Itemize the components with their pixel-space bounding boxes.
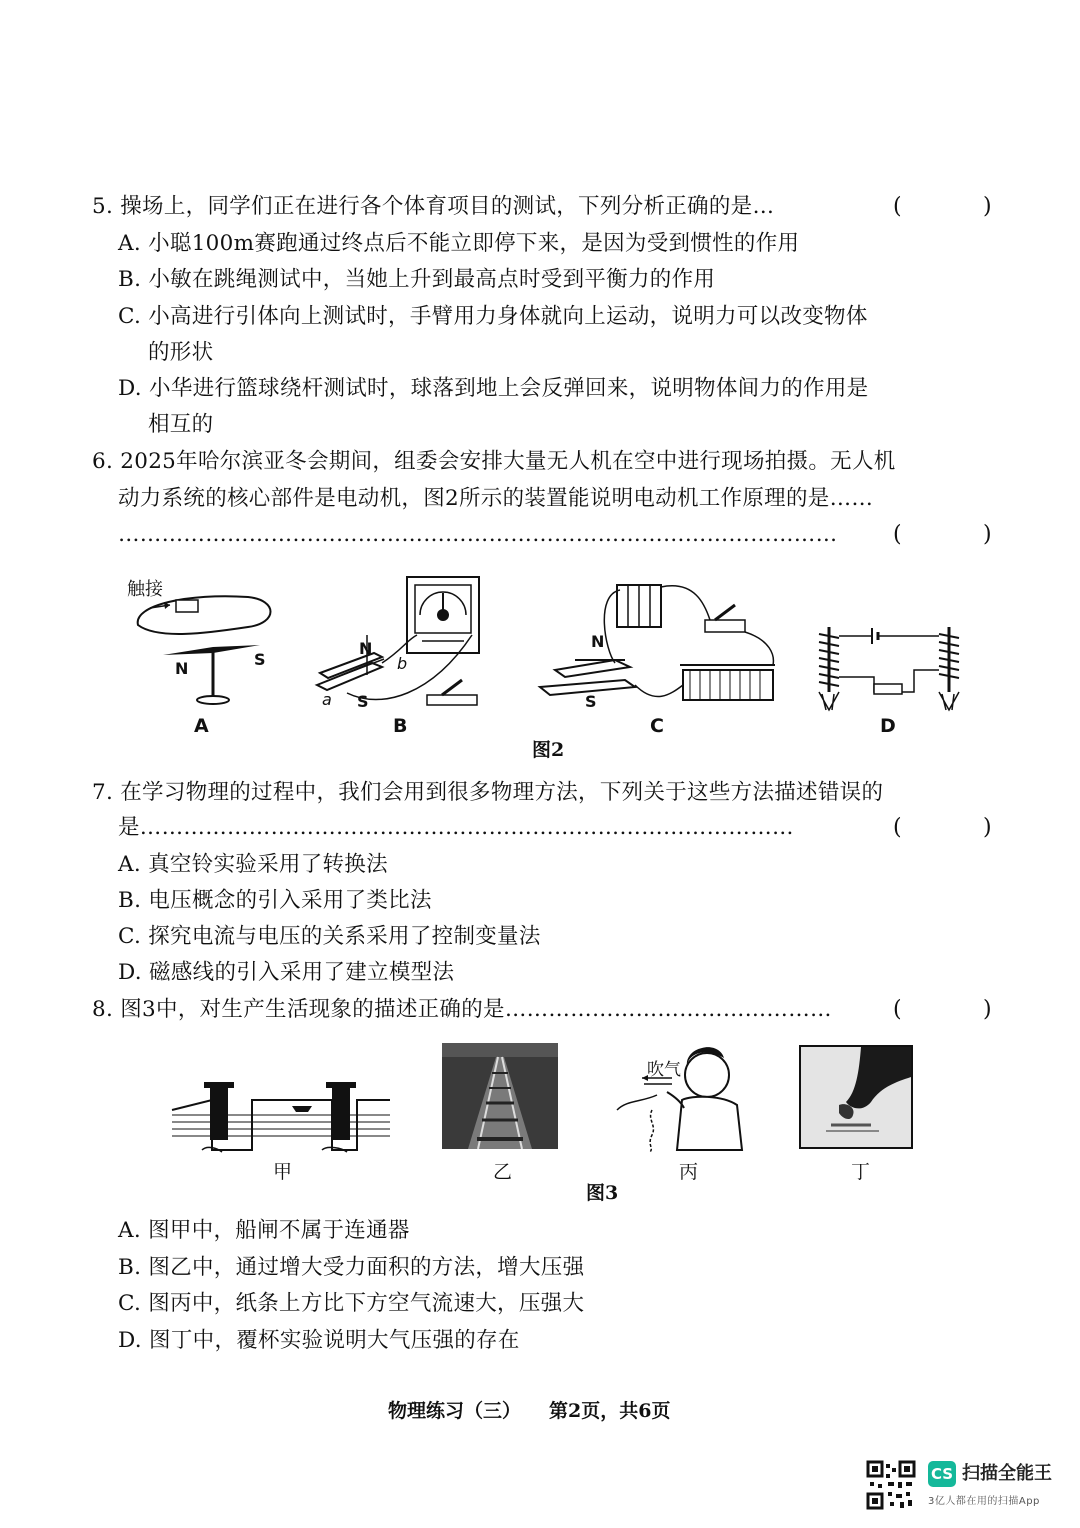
fig2-b-wire-b: b bbox=[397, 654, 408, 673]
scanner-app-tagline: 3亿人都在用的扫描App bbox=[928, 1496, 1040, 1507]
fig2-a-touch-label: 触接 bbox=[127, 579, 163, 600]
figure-3-caption: 图3 bbox=[586, 1182, 619, 1204]
q5-answer-paren: ( ) bbox=[893, 194, 992, 219]
overturned-cup-image bbox=[801, 1047, 911, 1147]
fig3-label-bing: 丙 bbox=[679, 1161, 699, 1183]
fig2-c-pole-n: N bbox=[591, 632, 605, 651]
q6-stem-line3: ……………………………………………………………………………………… bbox=[118, 522, 838, 547]
fig2-b-pole-s: S bbox=[357, 692, 369, 711]
figure-2-caption: 图2 bbox=[532, 739, 565, 761]
q8-option-b: B. 图乙中，通过增大受力面积的方法，增大压强 bbox=[118, 1255, 585, 1280]
q6-stem-line2: 动力系统的核心部件是电动机，图2所示的装置能说明电动机工作原理的是…… bbox=[118, 486, 874, 511]
page-footer bbox=[388, 1398, 670, 1424]
q5-option-a: A. 小聪100m赛跑通过终点后不能立即停下来，是因为受到惯性的作用 bbox=[118, 231, 800, 256]
fig2-label-c: C bbox=[650, 715, 664, 737]
q7-option-d: D. 磁感线的引入采用了建立模型法 bbox=[118, 960, 455, 985]
fig2-b-generator-diagram bbox=[312, 575, 497, 713]
q5-option-b: B. 小敏在跳绳测试中，当她上升到最高点时受到平衡力的作用 bbox=[118, 267, 716, 292]
q5-stem: 5. 操场上，同学们正在进行各个体育项目的测试，下列分析正确的是… bbox=[92, 194, 775, 219]
fig3-yi-railway-photo bbox=[442, 1043, 558, 1149]
fig2-d-electromagnet-diagram bbox=[814, 622, 974, 714]
q5-option-c-continued: 的形状 bbox=[148, 340, 214, 365]
q8-option-c: C. 图丙中，纸条上方比下方空气流速大，压强大 bbox=[118, 1291, 585, 1316]
footer-page-number: 第2页，共6页 bbox=[549, 1400, 671, 1422]
q7-answer-paren: ( ) bbox=[893, 815, 992, 840]
fig3-ding-cup-photo bbox=[799, 1045, 913, 1149]
q7-stem-line2: 是……………………………………………………………………………… bbox=[118, 815, 794, 840]
q5-option-d-continued: 相互的 bbox=[148, 412, 214, 437]
fig3-jia-ship-lock-diagram bbox=[172, 1080, 390, 1155]
scanner-app-name: 扫描全能王 bbox=[962, 1463, 1052, 1484]
fig2-c-motor-diagram bbox=[535, 575, 785, 713]
fig2-a-pole-n: N bbox=[175, 659, 189, 678]
q7-stem-line1: 7. 在学习物理的过程中，我们会用到很多物理方法，下列关于这些方法描述错误的 bbox=[92, 780, 884, 805]
q7-option-a: A. 真空铃实验采用了转换法 bbox=[118, 852, 388, 877]
footer-title: 物理练习（三） bbox=[388, 1400, 522, 1422]
q7-option-b: B. 电压概念的引入采用了类比法 bbox=[118, 888, 432, 913]
fig2-a-pole-s: S bbox=[254, 650, 266, 669]
q6-answer-paren: ( ) bbox=[893, 522, 992, 547]
railway-tracks-image bbox=[442, 1043, 558, 1149]
q7-option-c: C. 探究电流与电压的关系采用了控制变量法 bbox=[118, 924, 541, 949]
q8-option-d: D. 图丁中，覆杯实验说明大气压强的存在 bbox=[118, 1328, 520, 1353]
qr-code-icon bbox=[866, 1460, 916, 1510]
fig3-label-ding: 丁 bbox=[851, 1161, 871, 1183]
q5-option-c: C. 小高进行引体向上测试时，手臂用力身体就向上运动，说明力可以改变物体 bbox=[118, 304, 868, 329]
q5-option-d: D. 小华进行篮球绕杆测试时，球落到地上会反弹回来，说明物体间力的作用是 bbox=[118, 376, 869, 401]
fig2-b-wire-a: a bbox=[322, 690, 332, 709]
fig3-bing-blow-label: 吹气 bbox=[647, 1060, 681, 1080]
fig2-c-pole-s: S bbox=[585, 692, 597, 711]
q8-stem: 8. 图3中，对生产生活现象的描述正确的是……………………………………… bbox=[92, 997, 832, 1022]
fig2-label-d: D bbox=[880, 715, 896, 737]
camscanner-logo-icon: CS bbox=[928, 1461, 956, 1487]
q6-stem-line1: 6. 2025年哈尔滨亚冬会期间，组委会安排大量无人机在空中进行现场拍摄。无人机 bbox=[92, 449, 896, 474]
fig3-bing-blowing-paper-diagram bbox=[612, 1040, 747, 1152]
fig3-label-yi: 乙 bbox=[493, 1161, 513, 1183]
q8-option-a: A. 图甲中，船闸不属于连通器 bbox=[118, 1218, 410, 1243]
fig2-label-a: A bbox=[194, 715, 209, 737]
fig2-label-b: B bbox=[393, 715, 408, 737]
q8-answer-paren: ( ) bbox=[893, 997, 992, 1022]
fig3-label-jia: 甲 bbox=[273, 1161, 293, 1183]
fig2-b-pole-n: N bbox=[359, 639, 373, 658]
